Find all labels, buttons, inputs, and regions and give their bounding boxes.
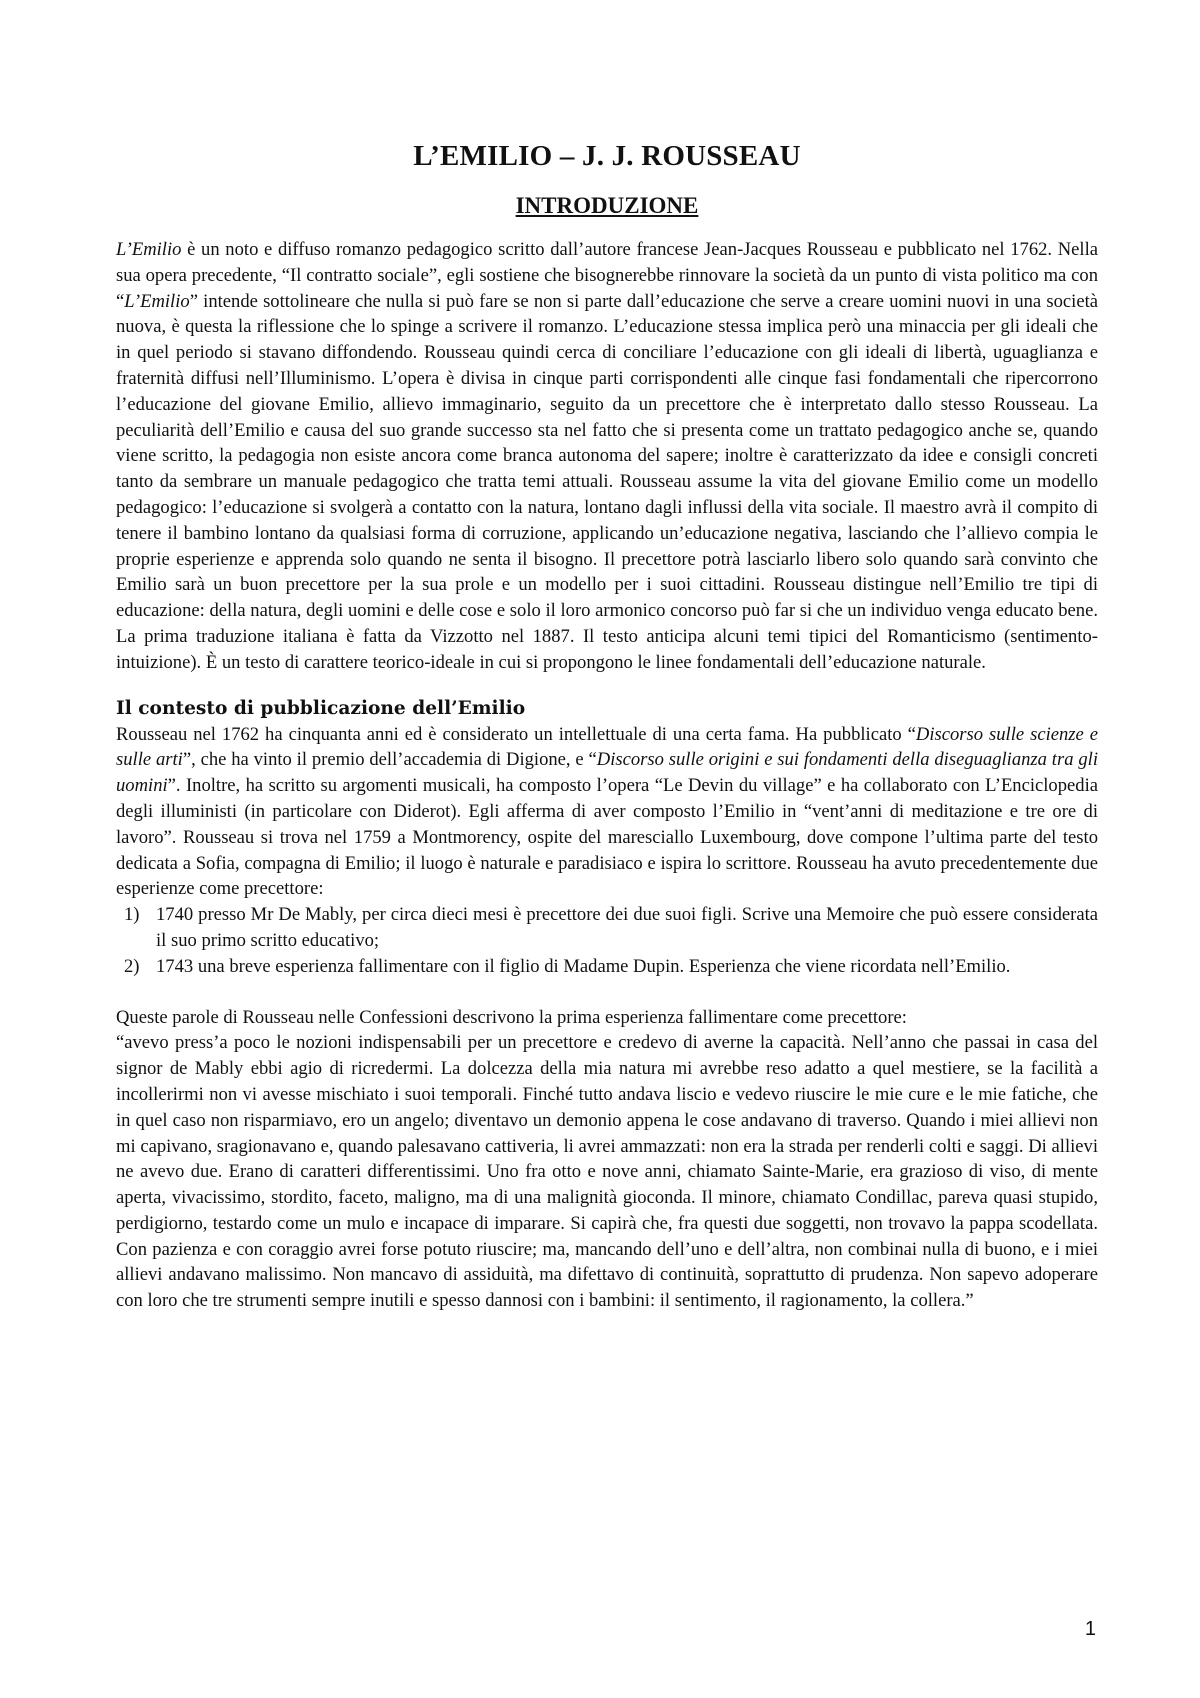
text-run: è un noto e diffuso romanzo pedagogico scritto dall’autore francese Jean-Jacques Rousseau e pubblicato nel 1762. Nella sua opera precedente, “Il contratto sociale”, egli sostiene che bisognerebbe rinnovare la società da un punto di vista politico ma con “: [116, 239, 1098, 312]
section-heading-introduzione: INTRODUZIONE: [515, 193, 699, 218]
spacer: [116, 980, 1098, 1005]
quote-intro: Queste parole di Rousseau nelle Confessioni descrivono la prima esperienza fallimentare come precettore:: [116, 1006, 907, 1028]
list-item-text: 1743 una breve esperienza fallimentare con il figlio di Madame Dupin. Esperienza che viene ricordata nell’Emilio.: [156, 955, 1011, 977]
text-run: ”. Inoltre, ha scritto su argomenti musicali, ha composto l’opera “Le Devin du village” e ha collaborato con L’Enciclopedia degli illuministi (in particolare con Diderot). Egli afferma di aver composto l’Emilio in “vent’anni di meditazione e tre ore di lavoro”. Rousseau si trova nel 1759 a Montmorency, ospite del maresciallo Luxembourg, dove compone l’ultima parte del testo dedicata a Sofia, compagna di Emilio; il luogo è naturale e paradisiaco e ispira lo scrittore. Rousseau ha avuto precedentemente due esperienze come precettore:: [116, 775, 1098, 900]
intro-paragraph: [116, 237, 1098, 676]
section-heading-contesto: Il contesto di pubblicazione dell’Emilio: [116, 697, 526, 719]
list-item: [124, 954, 1098, 980]
text-run: Rousseau nel 1762 ha cinquanta anni ed è considerato un intellettuale di una certa fama. Ha pubblicato “: [116, 723, 916, 745]
italic-title: L’Emilio: [116, 239, 182, 260]
page-number: 1: [1084, 1618, 1096, 1640]
italic-title: Discorso sulle origini e sui fondamenti della diseguaglianza tra gli uomini: [116, 749, 1098, 797]
experience-list: [116, 902, 1098, 979]
confessioni-quote: “avevo press’a poco le nozioni indispensabili per un precettore e credevo di averne la capacità. Nell’anno che passai in casa del signor de Mably ebbi agio di ricredermi. La dolcezza della mia natura mi avrebbe reso adatto a quel mestiere, se la facilità a incollerirmi non vi avesse mischiato i suoi temporali. Finché tutto andava liscio e vedevo riuscire le mie cure e le mie fatiche, che in quel caso non risparmiavo, ero un angelo; diventavo un demonio appena le cose andavano di traverso. Quando i miei allievi non mi capivano, sragionavano e, quando palesavano cattiveria, li avrei ammazzati: non era la strada per renderli colti e saggi. Di allievi ne avevo due. Erano di caratteri differentissimi. Uno fra otto e nove anni, chiamato Sainte-Marie, era grazioso di viso, di mente aperta, vivacissimo, stordito, faceto, maligno, ma di una malignità gioconda. Il minore, chiamato Condillac, pareva quasi stupido, perdigiorno, testardo come un mulo e incapace di imparare. Si capirà che, fra questi due soggetti, non trovavo la pappa scodellata. Con pazienza e con coraggio avrei forse potuto riuscire; ma, mancando dell’uno e dell’altra, non combinai nulla di buono, e i miei allievi andavano malissimo. Non mancavo di assiduità, ma difettavo di continuità, soprattutto di prudenza. Non sapevo adoperare con loro che tre strumenti sempre inutili e spesso dannosi con i bambini: il sentimento, il ragionamento, la collera.”: [116, 1032, 1098, 1312]
italic-title: Discorso sulle scienze e sulle arti: [116, 723, 1098, 771]
list-number: 2): [124, 955, 140, 977]
text-run: ” intende sottolineare che nulla si può fare se non si parte dall’educazione che serve a creare uomini nuovi in una società nuova, è questa la riflessione che lo spinge a scrivere il romanzo. L’educazione stessa implica però una minaccia per gli ideali che in quel periodo si stavano diffondendo. Rousseau quindi cerca di conciliare l’educazione con gli ideali di libertà, uguaglianza e fraternità diffusi nell’Illuminismo. L’opera è divisa in cinque parti corrispondenti alle cinque fasi fondamentali che ripercorrono l’educazione del giovane Emilio, allievo immaginario, seguito da un precettore che è interpretato dallo stesso Rousseau. La peculiarità dell’Emilio e causa del suo grande successo sta nel fatto che si presenta come un trattato pedagogico anche se, quando viene scritto, la pedagogia non esiste ancora come branca autonoma del sapere; inoltre è caratterizzato da idee e consigli concreti tanto da sembrare un manuale pedagogico che tratta temi attuali. Rousseau assume la vita del giovane Emilio come un modello pedagogico: l’educazione si svolgerà a contatto con la natura, lontano dagli influssi della vita sociale. Il maestro avrà il compito di tenere il bambino lontano da qualsiasi forma di corruzione, applicando un’educazione negativa, lasciando che l’allievo compia le proprie esperienze e apprenda solo quando ne senta il bisogno. Il precettore potrà lasciarlo libero solo quando sarà convinto che Emilio sarà un buon precettore per la sua prole e un modello per i suoi cittadini. Rousseau distingue nell’Emilio tre tipi di educazione: della natura, degli uomini e delle cose e solo il loro armonico concorso può far si che un individuo venga educato bene. La prima traduzione italiana è fatta da Vizzotto nel 1887. Il testo anticipa alcuni temi tipici del Romanticismo (sentimento-intuizione). È un testo di carattere teorico-ideale in cui si propongono le linee fondamentali dell’educazione naturale.: [116, 290, 1098, 673]
page-content: [116, 140, 1098, 1314]
list-number: 1): [124, 904, 140, 926]
document-title: L’EMILIO – J. J. ROUSSEAU: [413, 140, 801, 172]
italic-title: L’Emilio: [124, 290, 190, 312]
list-item-text: 1740 presso Mr De Mably, per circa dieci mesi è precettore dei due suoi figli. Scrive una Memoire che può essere considerata il suo primo scritto educativo;: [156, 904, 1098, 951]
text-run: ”, che ha vinto il premio dell’accademia di Digione, e “: [182, 749, 597, 771]
context-paragraph: [116, 722, 1098, 903]
list-item: [124, 902, 1098, 954]
